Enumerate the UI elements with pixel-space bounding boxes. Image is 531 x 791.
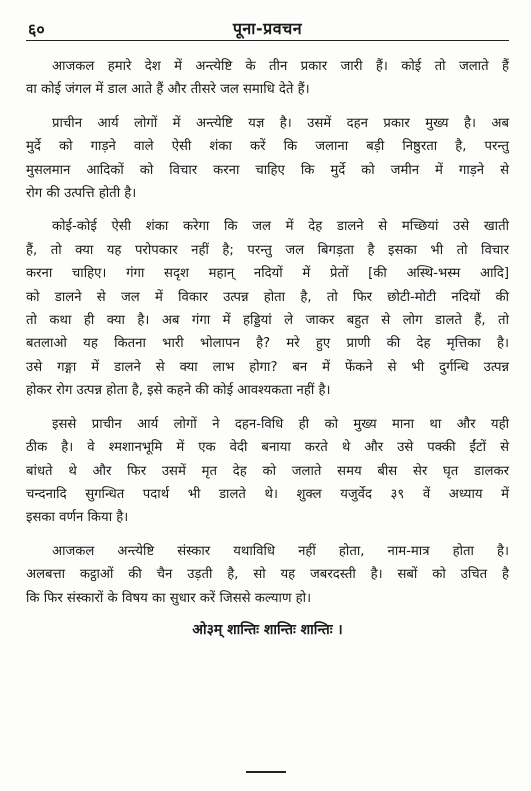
text-line: प्राचीन आर्य लोगों में अन्त्येष्टि यज्ञ है। उसमें दहन प्रकार मुख्य है। अब bbox=[52, 115, 509, 131]
text-line: वा कोई जंगल में डाल आते हैं और तीसरे जल समाधि देते हैं। bbox=[26, 82, 310, 98]
text-line: आजकल अन्त्येष्टि संस्कार यथाविधि नहीं होता, नाम-मात्र होता है। bbox=[52, 543, 509, 559]
text-line: कोई-कोई ऐसी शंका करेगा कि जल में देह डालने से मच्छियां उसे खाती bbox=[52, 219, 509, 235]
text-line: आजकल हमारे देश में अन्त्येष्टि के तीन प्रकार जारी हैं। कोई तो जलाते हैं bbox=[52, 59, 509, 74]
text-line: तो कथा ही क्या है। अब गंगा में हड्डियां ले जाकर बहुत से लोग डालते हैं, तो bbox=[26, 313, 509, 329]
closing-invocation: ओ३म् शान्तिः शान्तिः शान्तिः । bbox=[192, 621, 343, 638]
text-line: इससे प्राचीन आर्य लोगों ने दहन-विधि ही को मुख्य माना था और यही bbox=[52, 416, 509, 432]
text-line: मुर्दे को गाड़ने वाले ऐसी शंका करें कि जलाना बड़ी निष्ठुरता है, परन्तु bbox=[26, 139, 509, 155]
page-header bbox=[26, 10, 509, 41]
text-line: मुसलमान आदिकों को विचार करना चाहिए कि मुर्दे को जमीन में गाड़ने से bbox=[26, 162, 509, 178]
text-line: बतलाओ यह कितना भारी भोलापन है? मरे हुए प्राणी की देह मृत्तिका है। bbox=[26, 336, 509, 352]
text-line: होकर रोग उत्पन्न होता है, इसे कहने की कोई आवश्यकता नहीं है। bbox=[26, 383, 331, 399]
text-line: चन्दनादि सुगन्धित पदार्थ भी डालते थे। शुक्ल यजुर्वेद ३९ वें अध्याय में bbox=[26, 486, 509, 502]
text-line: रोग की उत्पत्ति होती है। bbox=[26, 186, 137, 202]
paragraph-3 bbox=[26, 215, 509, 402]
paragraph-4 bbox=[26, 413, 509, 530]
text-line: बांधते थे और फिर उसमें मृत देह को जलाते समय बीस सेर घृत डालकर bbox=[26, 463, 509, 479]
text-line: अलबत्ता कट्ठाओं की चैन उड़ती है, सो यह जबरदस्ती है। सबों को उचित है bbox=[26, 567, 509, 583]
text-line: ठीक है। वे श्मशानभूमि में एक वेदी बनाया करते थे और उसे पक्की ईंटों से bbox=[26, 440, 509, 456]
paragraph-1 bbox=[26, 55, 509, 102]
text-line: कि फिर संस्कारों के विषय का सुधार करें जिससे कल्याण हो। bbox=[26, 590, 312, 606]
paragraph-5 bbox=[26, 540, 509, 610]
text-line: इसका वर्णन किया है। bbox=[26, 510, 129, 526]
text-line: को डालने से जल में विकार उत्पन्न होता है, तो फिर छोटी-मोटी नदियों की bbox=[26, 289, 509, 305]
page-number: ६० bbox=[28, 20, 45, 39]
paragraph-2 bbox=[26, 112, 509, 206]
text-line: हैं, तो क्या यह परोपकार नहीं है; परन्तु जल बिगड़ता है इसका भी तो विचार bbox=[26, 242, 509, 258]
text-line: उसे गङ्गा में डालने से क्या लाभ होगा? बन में फेंकने से भी दुर्गन्धि उत्पन्न bbox=[26, 359, 509, 375]
running-title: पूना-प्रवचन bbox=[232, 19, 303, 38]
text-line: करना चाहिए। गंगा सदृश महान् नदियों में प्रेतों [की अस्थि-भस्म आदि] bbox=[26, 266, 509, 282]
end-rule bbox=[246, 771, 286, 773]
